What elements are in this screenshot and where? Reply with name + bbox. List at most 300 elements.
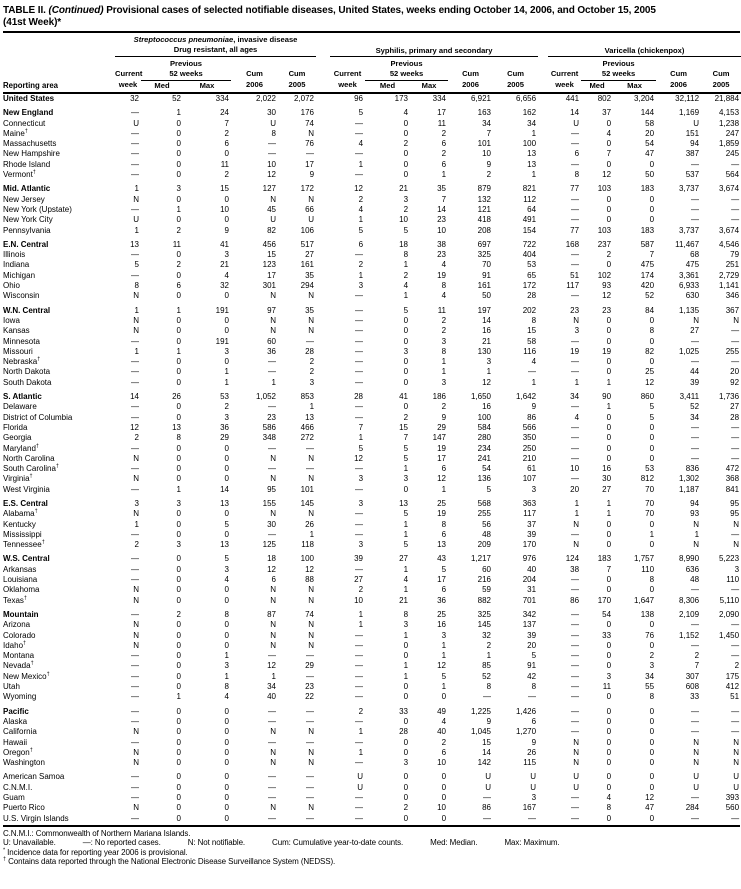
value-cell: 10 (437, 758, 447, 768)
value-cell: N (133, 194, 139, 204)
value-cell: 27 (730, 402, 740, 412)
value-cell: 76 (305, 139, 315, 149)
value-cell: 1 (441, 640, 447, 650)
value-cell: — (571, 682, 580, 692)
value-cell: 6 (176, 281, 181, 291)
column-spacer (538, 69, 548, 80)
value-cell: 25 (437, 498, 447, 508)
reporting-area-cell: Guam (3, 793, 25, 802)
reporting-area-cell: New Mexico† (3, 671, 50, 681)
value-cell: 70 (482, 260, 492, 270)
column-spacer (538, 170, 548, 180)
value-cell: U (573, 118, 580, 128)
value-cell: 245 (725, 149, 740, 159)
value-cell: 191 (215, 336, 229, 346)
value-cell: 3 (176, 540, 181, 550)
column-spacer (316, 423, 330, 433)
value-cell: 38 (437, 239, 447, 249)
reporting-area-cell: Mid. Atlantic (3, 184, 51, 194)
column-spacer (316, 149, 330, 159)
value-cell: 0 (649, 315, 655, 325)
value-cell: — (131, 692, 139, 702)
reporting-area-cell: New York (Upstate) (3, 204, 72, 214)
value-cell: — (571, 194, 580, 204)
value-cell: 30 (267, 519, 276, 529)
value-cell: 208 (477, 225, 492, 235)
value-cell: 17 (305, 159, 315, 169)
column-header-row-1 (3, 69, 741, 80)
value-cell: 0 (606, 443, 612, 453)
value-cell: 0 (606, 194, 612, 204)
column-header-cum: Cum (462, 69, 479, 79)
value-cell: 70 (645, 484, 655, 494)
value-cell: N (733, 540, 740, 550)
value-cell: 216 (477, 575, 492, 585)
value-cell: 172 (522, 281, 537, 291)
value-cell: 0 (224, 620, 229, 630)
value-cell: 475 (685, 260, 700, 270)
value-cell: 77 (570, 184, 580, 194)
value-cell: 183 (640, 225, 655, 235)
value-cell: 2 (358, 585, 364, 595)
value-cell: 280 (477, 433, 492, 443)
value-cell: 0 (224, 595, 229, 605)
column-spacer (316, 80, 330, 93)
value-cell: — (306, 772, 315, 782)
reporting-area-cell: Arkansas (3, 564, 37, 574)
column-spacer (538, 357, 548, 367)
value-cell: 110 (641, 564, 655, 574)
value-cell: — (355, 118, 364, 128)
value-cell: 3,737 (679, 225, 700, 235)
value-cell: 0 (176, 803, 181, 813)
column-spacer (538, 758, 548, 768)
value-cell: 137 (522, 620, 537, 630)
value-cell: 722 (522, 239, 537, 249)
value-cell: — (571, 620, 580, 630)
value-cell: 0 (606, 813, 612, 823)
value-cell: 0 (649, 813, 655, 823)
value-cell: — (268, 651, 276, 661)
value-cell: 8 (441, 281, 447, 291)
value-cell: 0 (224, 803, 229, 813)
value-cell: — (355, 737, 364, 747)
value-cell: N (133, 630, 139, 640)
value-cell: 7 (224, 118, 229, 128)
value-cell: — (355, 402, 364, 412)
column-spacer (316, 316, 330, 326)
column-spacer (316, 738, 330, 748)
column-spacer (538, 347, 548, 357)
value-cell: 39 (354, 554, 364, 564)
column-spacer (538, 160, 548, 170)
value-cell: 60 (267, 336, 276, 346)
table-row (3, 814, 741, 824)
value-cell: 12 (602, 170, 612, 180)
value-cell: N (133, 803, 139, 813)
value-cell: 8 (531, 682, 537, 692)
value-cell: N (733, 519, 740, 529)
column-spacer (316, 367, 330, 377)
value-cell: — (571, 474, 580, 484)
value-cell: 174 (640, 270, 655, 280)
column-header-med: Med (365, 80, 410, 93)
value-cell: 125 (262, 540, 276, 550)
value-cell: 8 (441, 519, 447, 529)
value-cell: 9 (486, 159, 492, 169)
column-spacer (316, 565, 330, 575)
value-cell: 0 (176, 118, 181, 128)
value-cell: 116 (523, 346, 537, 356)
value-cell: 0 (403, 336, 409, 346)
value-cell: 0 (403, 813, 409, 823)
value-cell: 2 (224, 402, 229, 412)
value-cell: 0 (224, 758, 229, 768)
column-spacer (316, 444, 330, 454)
value-cell: 566 (522, 422, 537, 432)
value-cell: N (308, 326, 315, 336)
value-cell: 1 (134, 519, 139, 529)
value-cell: — (571, 793, 580, 802)
value-cell: 145 (300, 498, 315, 508)
column-spacer (538, 783, 548, 793)
value-cell: 18 (267, 554, 276, 564)
value-cell: 1 (134, 225, 139, 235)
value-cell: U (573, 772, 580, 782)
value-cell: 14 (437, 204, 447, 214)
value-cell: 9 (441, 412, 447, 422)
value-cell: 0 (403, 170, 409, 180)
value-cell: 4 (441, 260, 447, 270)
value-cell: 26 (305, 519, 315, 529)
value-cell: — (731, 215, 740, 225)
group-header-syphilis: Syphilis, primary and secondary (330, 33, 538, 57)
value-cell: 0 (224, 716, 229, 726)
value-cell: 3 (358, 474, 364, 484)
value-cell: 23 (570, 305, 580, 315)
value-cell: — (691, 336, 700, 346)
value-cell: 0 (606, 575, 612, 585)
value-cell: 0 (606, 692, 612, 702)
value-cell: 472 (725, 464, 740, 474)
value-cell: — (571, 402, 580, 412)
column-spacer (316, 692, 330, 702)
value-cell: 0 (403, 716, 409, 726)
value-cell: 210 (522, 453, 537, 463)
reporting-area-cell: C.N.M.I. (3, 782, 33, 792)
table-row (3, 692, 741, 702)
reporting-area-cell: Arizona (3, 620, 31, 630)
reporting-area-cell: Wisconsin (3, 291, 40, 301)
table-row (3, 271, 741, 281)
value-cell: 7 (649, 250, 655, 260)
value-cell: 1 (176, 346, 181, 356)
value-cell: 13 (220, 540, 229, 550)
reporting-area-cell: Kansas (3, 326, 30, 336)
value-cell: N (270, 640, 276, 650)
value-cell: 8 (224, 682, 229, 692)
value-cell: 5 (649, 412, 655, 422)
value-cell: 368 (725, 474, 740, 484)
value-cell: 1 (441, 357, 447, 367)
value-cell: N (270, 194, 276, 204)
value-cell: — (306, 149, 315, 159)
value-cell: 5 (403, 509, 409, 519)
value-cell: 1 (649, 529, 655, 539)
value-cell: 21 (399, 595, 409, 605)
value-cell: 74 (305, 609, 315, 619)
value-cell: 2 (403, 139, 409, 149)
value-cell: 1 (176, 108, 181, 118)
value-cell: 1 (531, 377, 537, 387)
reporting-area-cell: E.N. Central (3, 239, 49, 249)
value-cell: 0 (441, 692, 447, 702)
value-cell: N (133, 640, 139, 650)
reporting-area-cell: North Carolina (3, 453, 55, 463)
table-row (3, 433, 741, 443)
value-cell: 170 (597, 595, 612, 605)
value-cell: 5 (224, 519, 229, 529)
column-spacer (316, 347, 330, 357)
value-cell: N (573, 519, 580, 529)
value-cell: 0 (176, 443, 181, 453)
value-cell: N (308, 509, 315, 519)
value-cell: 13 (305, 412, 315, 422)
value-cell: — (355, 758, 364, 768)
value-cell: N (308, 640, 315, 650)
value-cell: 77 (570, 225, 580, 235)
value-cell: U (357, 782, 364, 792)
column-header-2006: 2006 (448, 80, 493, 93)
value-cell: 0 (649, 737, 655, 747)
value-cell: 3 (486, 357, 492, 367)
value-cell: 0 (649, 716, 655, 726)
value-cell: N (133, 727, 139, 737)
value-cell: 40 (267, 692, 276, 702)
value-cell: 6 (574, 149, 580, 159)
value-cell: — (355, 692, 364, 702)
value-cell: 48 (690, 575, 700, 585)
value-cell: 0 (606, 651, 612, 661)
value-cell: N (133, 595, 139, 605)
value-cell: 17 (437, 575, 447, 585)
value-cell: 20 (730, 367, 740, 377)
value-cell: N (270, 585, 276, 595)
value-cell: 27 (399, 554, 409, 564)
value-cell: 4 (606, 128, 612, 138)
value-cell: 3 (734, 564, 740, 574)
value-cell: 537 (685, 170, 700, 180)
column-spacer (316, 606, 330, 620)
value-cell: — (731, 422, 740, 432)
value-cell: 294 (300, 281, 315, 291)
column-spacer (538, 692, 548, 702)
reporting-area-cell: Rhode Island (3, 159, 51, 169)
value-cell: 1 (606, 498, 612, 508)
column-spacer (316, 226, 330, 236)
value-cell: 586 (262, 422, 276, 432)
table-row (3, 803, 741, 813)
value-cell: 564 (725, 170, 740, 180)
value-cell: 3,204 (634, 94, 655, 103)
value-cell: 1,757 (634, 554, 655, 564)
value-cell: — (691, 422, 700, 432)
value-cell: 19 (437, 270, 447, 280)
footnote-abbrev-segment: U: Unavailable. (3, 838, 56, 848)
value-cell: 20 (645, 128, 655, 138)
value-cell: 2 (224, 128, 229, 138)
reporting-area-cell: Oregon† (3, 747, 33, 757)
reporting-area-cell: New England (3, 108, 54, 118)
value-cell: 636 (685, 564, 700, 574)
column-spacer (316, 575, 330, 585)
value-cell: 0 (176, 291, 181, 301)
value-cell: 130 (477, 346, 492, 356)
value-cell: 95 (730, 509, 740, 519)
value-cell: U (530, 772, 537, 782)
value-cell: N (573, 737, 580, 747)
value-cell: — (483, 692, 492, 702)
value-cell: 2 (176, 609, 181, 619)
column-spacer (316, 250, 330, 260)
table-row (3, 596, 741, 606)
value-cell: 1 (403, 260, 409, 270)
value-cell: — (571, 159, 580, 169)
value-cell: 1,859 (719, 139, 740, 149)
value-cell: 172 (300, 184, 315, 194)
value-cell: — (571, 215, 580, 225)
value-cell: 41 (220, 239, 229, 249)
value-cell: 8,990 (679, 554, 700, 564)
value-cell: 0 (176, 139, 181, 149)
previous-52-weeks-label: Previous (390, 59, 423, 68)
value-cell: 5 (358, 108, 364, 118)
footnote-star-marker: * (3, 847, 6, 854)
column-header-cum: Cum (288, 69, 306, 79)
value-cell: 12 (130, 422, 139, 432)
column-spacer (316, 357, 330, 367)
table-row (3, 236, 741, 250)
value-cell: 404 (522, 250, 537, 260)
value-cell: 1,225 (470, 706, 492, 716)
value-cell: N (693, 519, 700, 529)
value-cell: 27 (305, 250, 315, 260)
value-cell: — (355, 357, 364, 367)
value-cell: 1 (403, 464, 409, 474)
value-cell: 38 (570, 564, 580, 574)
table-row (3, 149, 741, 159)
value-cell: 12 (267, 170, 276, 180)
value-cell: 15 (220, 184, 229, 194)
value-cell: 5 (134, 260, 139, 270)
value-cell: 0 (403, 782, 409, 792)
value-cell: 41 (399, 392, 409, 402)
value-cell: 0 (606, 433, 612, 443)
value-cell: 0 (176, 270, 181, 280)
value-cell: 1 (441, 651, 447, 661)
value-cell: 86 (570, 595, 580, 605)
value-cell: 1,642 (516, 392, 537, 402)
value-cell: 0 (606, 661, 612, 671)
value-cell: 367 (725, 305, 740, 315)
value-cell: N (308, 595, 315, 605)
value-cell: 32 (130, 94, 139, 103)
value-cell: 0 (224, 630, 229, 640)
value-cell: 21,884 (714, 94, 740, 103)
value-cell: 13 (130, 239, 139, 249)
value-cell: 3,737 (679, 184, 700, 194)
table-row (3, 250, 741, 260)
value-cell: — (571, 671, 580, 681)
value-cell: N (133, 758, 139, 768)
table-row (3, 104, 741, 118)
value-cell: 9 (531, 737, 537, 747)
value-cell: 7 (486, 128, 492, 138)
value-cell: 4 (403, 281, 409, 291)
value-cell: — (131, 793, 139, 802)
value-cell: 36 (220, 422, 229, 432)
value-cell: 0 (224, 747, 229, 757)
value-cell: 53 (527, 260, 537, 270)
value-cell: — (268, 529, 276, 539)
value-cell: 0 (649, 758, 655, 768)
footnotes (3, 827, 740, 867)
value-cell: 209 (477, 540, 492, 550)
value-cell: — (571, 128, 580, 138)
column-spacer (538, 129, 548, 139)
value-cell: — (571, 250, 580, 260)
value-cell: 3 (441, 377, 447, 387)
value-cell: 95 (730, 498, 740, 508)
reporting-area-cell: Maryland† (3, 442, 39, 453)
column-spacer (538, 367, 548, 377)
value-cell: 84 (645, 305, 655, 315)
value-cell: 0 (403, 793, 409, 802)
value-cell: 16 (482, 326, 492, 336)
value-cell: 348 (262, 433, 276, 443)
value-cell: 0 (224, 443, 229, 453)
value-cell: 7 (403, 433, 409, 443)
value-cell: U (270, 215, 276, 225)
value-cell: — (691, 727, 700, 737)
table-row (3, 703, 741, 717)
column-spacer (316, 260, 330, 270)
column-spacer (316, 129, 330, 139)
value-cell: N (133, 747, 139, 757)
value-cell: 14 (482, 315, 492, 325)
value-cell: 1 (403, 519, 409, 529)
value-cell: U (693, 782, 700, 792)
value-cell: 4 (358, 204, 364, 214)
table-row (3, 119, 741, 129)
column-spacer (538, 651, 548, 661)
value-cell: N (308, 630, 315, 640)
value-cell: N (573, 747, 580, 757)
value-cell: 0 (176, 357, 181, 367)
value-cell: — (268, 367, 276, 377)
value-cell: 3 (531, 793, 537, 802)
value-cell: 87 (267, 609, 276, 619)
value-cell: — (731, 336, 740, 346)
value-cell: — (131, 128, 139, 138)
value-cell: 0 (403, 747, 409, 757)
column-header-current: Current (115, 69, 143, 79)
value-cell: 26 (527, 747, 537, 757)
value-cell: 0 (403, 377, 409, 387)
value-cell: N (270, 595, 276, 605)
column-header-cum: Cum (246, 69, 263, 79)
value-cell: 701 (522, 595, 537, 605)
